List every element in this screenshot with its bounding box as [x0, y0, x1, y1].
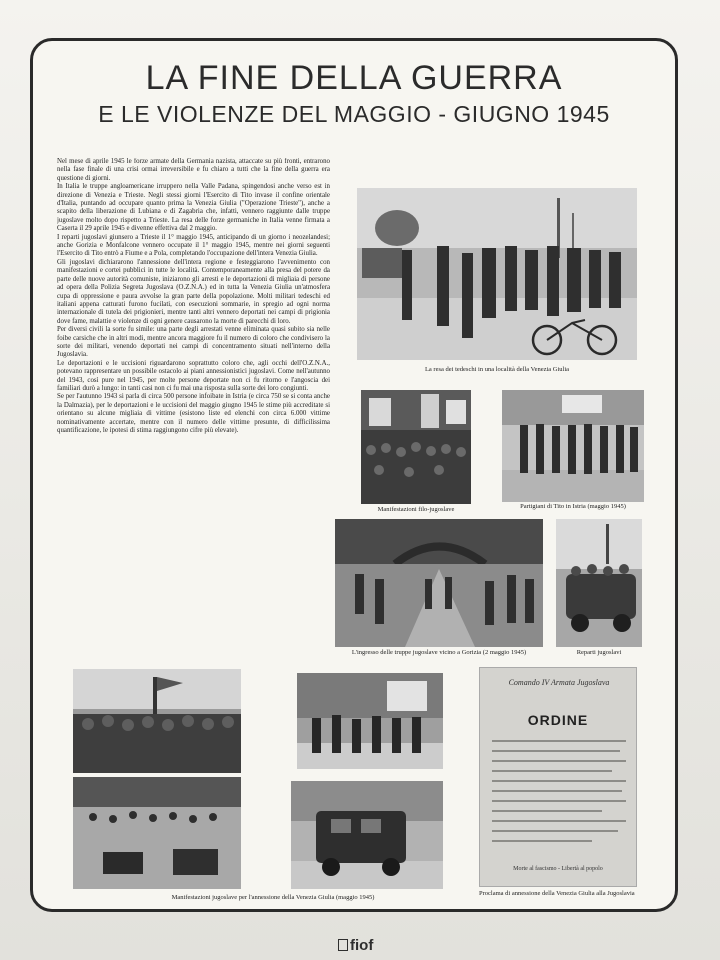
photo-military-truck [291, 781, 443, 889]
document-text-line [492, 760, 626, 762]
photo-yugoslav-units [556, 519, 642, 647]
poster-title: LA FINE DELLA GUERRA [145, 59, 563, 97]
document-heading: ORDINE [527, 712, 589, 728]
caption-manifestazioni-annessione: Manifestazioni jugoslave per l'annessione della Venezia Giulia (maggio 1945) [171, 894, 375, 901]
document-text-line [492, 750, 620, 752]
paragraph: Per diversi civili la sorte fu simile: una parte degli arrestati venne eliminata quasi subito sia nelle foibe carsiche che in altri modi, mentre ancora maggiore fu il numero di coloro che condivisero la sorte dei militari, venendo deportati nei campi di concentramento situati nell'interno della Jugoslavia. [57, 326, 330, 359]
document-text-line [492, 770, 612, 772]
document-footer: Morte al fascismo - Libertà al popolo [513, 866, 603, 872]
document-ordine [479, 667, 637, 887]
photo-troops-entering-gorizia [335, 519, 543, 647]
caption-partigiani: Partigiani di Tito in Istria (maggio 1945) [520, 503, 626, 510]
photo-demonstration-flags [73, 669, 241, 773]
paragraph: Se per l'autunno 1943 si parla di circa 500 persone infoibate in Istria (e circa 750 se si conta anche la Dalmazia), per le deportazioni e le uccisioni del maggio giugno 1945 le stime più accreditate si orientano su alcune migliaia di vittime (esistono liste ed elenchi con circa 6.000 vittime nominativamente accertate, mentre con il numero delle vittime presunte, di difficilissima quantificazione, le ipotesi di stima raggiungono cifre più elevate). [57, 393, 330, 434]
caption-resa: La resa dei tedeschi in una località della Venezia Giulia [424, 366, 570, 373]
poster-panel [30, 38, 678, 912]
paragraph: I reparti jugoslavi giunsero a Trieste il 1° maggio 1945, anticipando di un giorno i neozelandesi; anche Gorizia e Monfalcone vennero occupate il 1° maggio 1945, mentre nei giorni seguenti l'Esercito di Tito entrò a Fiume e a Pola, completando l'occupazione dell'intera Venezia Giulia. [57, 233, 330, 258]
photo-tito-partisans-istria [502, 390, 644, 502]
document-header: Comando IV Armata Jugoslava [508, 678, 610, 687]
caption-reparti: Reparti jugoslavi [576, 649, 622, 656]
document-text-line [492, 790, 622, 792]
caption-manifestazioni: Manifestazioni filo-jugoslave [377, 506, 455, 513]
photo-german-surrender [357, 188, 637, 360]
caption-proclama: Proclama di annessione della Venezia Giulia alla Jugoslavia [479, 890, 635, 897]
paragraph: Nel mese di aprile 1945 le forze armate della Germania nazista, attaccate su più fronti, entrarono nella fase finale di una crisi ormai irreversibile e fu chiaro a tutti che la fine della guerra era questione di giorni. [57, 158, 330, 182]
paragraph: Le deportazioni e le uccisioni riguardarono soprattutto coloro che, agli occhi dell'O.Z.N.A., potevano rappresentare un possibile ostacolo ai piani annessionistici jugoslavi. Come nell'autunno del 1943, così pure nel 1945, per molte persone deportate non ci fu ritorno e l'angoscia dei familiari durò a lungo: in tanti casi non ci fu mai una risposta sulla sorte dei loro congiunti. [57, 359, 330, 392]
poster-subtitle: E LE VIOLENZE DEL MAGGIO - GIUGNO 1945 [98, 101, 610, 127]
photo-march-banners [297, 673, 443, 769]
document-text-line [492, 830, 618, 832]
fiof-logo [338, 937, 373, 954]
document-text-line [492, 800, 626, 802]
document-text-line [492, 820, 626, 822]
photo-crowd-square [73, 777, 241, 889]
body-text-upper [57, 158, 330, 670]
document-text-line [492, 840, 592, 842]
logo-text: fiof [350, 937, 374, 954]
logo-square-icon [338, 939, 348, 951]
caption-ingresso: L'ingresso delle truppe jugoslave vicino a Gorizia (2 maggio 1945) [351, 649, 527, 656]
paragraph: Gli jugoslavi dichiararono l'annessione dell'intera regione e festeggiarono l'avvenimento con manifestazioni e cortei pubblici in tutte le località. Contemporaneamente alla presa del potere da parte delle nuove autorità comuniste, iniziarono gli arresti e le deportazioni di migliaia di persone ad opera della Polizia Segreta Jugoslava (O.Z.N.A.) ed in tutta la Venezia Giulia un'atmosfera cupa di oppressione e paura avvolse la gran parte della popolazione. Molti militari tedeschi ed italiani appena catturati furono fucilati, con esecuzioni sommarie, in spregio ad ogni norma internazionale di tutela dei prigionieri, mentre tanti altri vennero deportati nei campi di prigionia dove fame, malattie e violenze di ogni genere causarono la morte di parecchi di loro. [57, 258, 330, 325]
paragraph: In Italia le truppe angloamericane irruppero nella Valle Padana, spingendosi anche verso est in direzione di Venezia e Trieste. Negli stessi giorni l'Esercito di Tito invase il confine orientale d'Italia, puntando ad occupare quanto prima la Venezia Giulia ("Operazione Trieste"), anche a scapito della liberazione di Lubiana e di Zagabria che, infatti, vennero raggiunte dalle truppe jugoslave molto dopo rispetto a Trieste. La resa delle forze germaniche in Italia venne firmata a Caserta il 29 aprile 1945 e divenne effettiva dal 2 maggio. [57, 183, 330, 233]
document-text-line [492, 740, 626, 742]
photo-pro-yugoslav-demonstrations [361, 390, 471, 504]
document-text-line [492, 810, 602, 812]
document-text-line [492, 780, 626, 782]
